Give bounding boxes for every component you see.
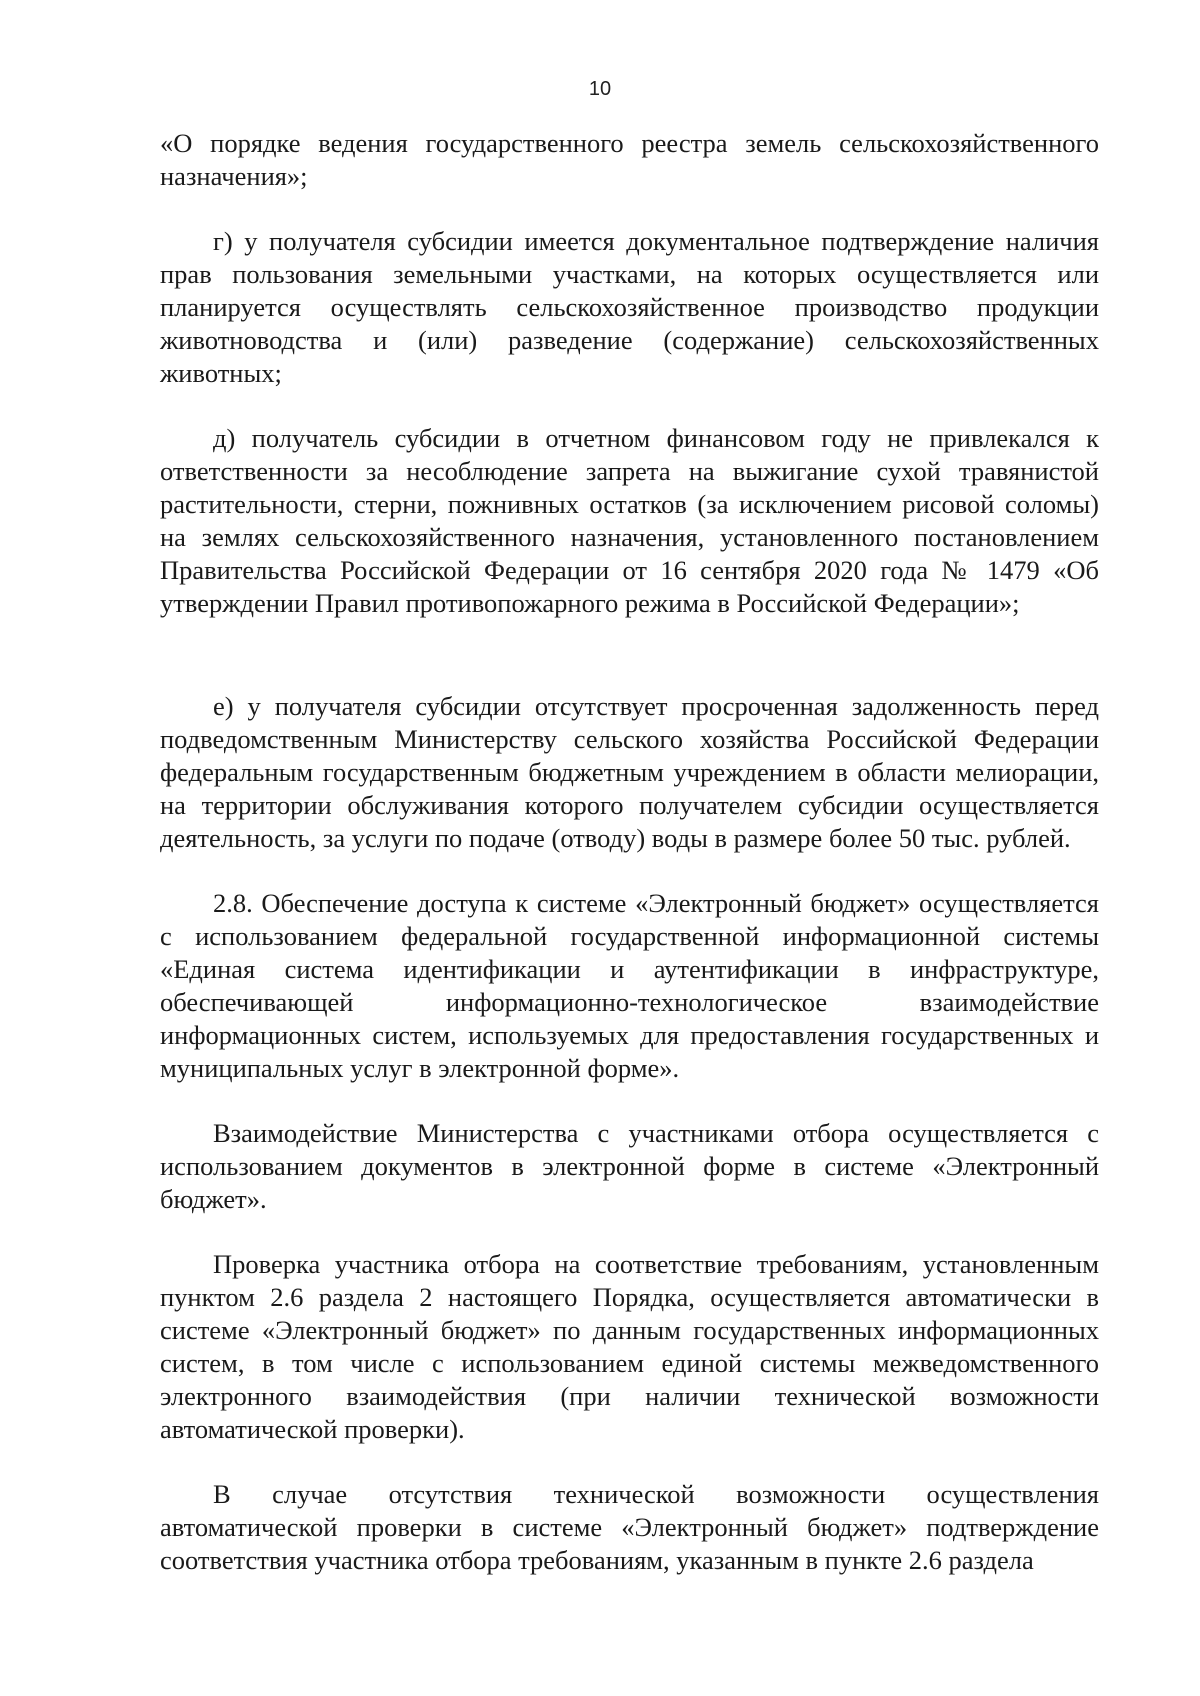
- paragraph-item-d: д) получатель субсидии в отчетном финансовом году не привлекался к ответственности за несоблюдение запрета на выжигание сухой травянистой растительности, стерни, пожнивных остатков (за исключением рисовой соломы) на землях сельскохозяйственного назначения, установленного постановлением Правительства Российской Федерации от 16 сентября 2020 года № 1479 «Об утверждении Правил противопожарного режима в Российской Федерации»;: [160, 423, 1099, 618]
- document-body: [160, 127, 1099, 1577]
- paragraph-no-technical-possibility: В случае отсутствия технической возможности осуществления автоматической проверки в системе «Электронный бюджет» подтверждение соответствия участника отбора требованиям, указанным в пункте 2.6 раздела: [160, 1479, 1099, 1575]
- paragraph-2-8: 2.8. Обеспечение доступа к системе «Электронный бюджет» осуществляется с использованием федеральной государственной информационной системы «Единая система идентификации и аутентификации в инфраструктуре, обеспечивающей информационно-технологическое взаимодействие информационных систем, используемых для предоставления государственных и муниципальных услуг в электронной форме».: [160, 888, 1099, 1083]
- paragraph-item-e: е) у получателя субсидии отсутствует просроченная задолженность перед подведомственным Министерству сельского хозяйства Российской Федерации федеральным государственным бюджетным учреждением в области мелиорации, на территории обслуживания которого получателем субсидии осуществляется деятельность, за услуги по подаче (отводу) воды в размере более 50 тыс. рублей.: [160, 691, 1099, 853]
- paragraph-interaction: Взаимодействие Министерства с участниками отбора осуществляется с использованием документов в электронной форме в системе «Электронный бюджет».: [160, 1118, 1099, 1214]
- paragraph-verification: Проверка участника отбора на соответствие требованиям, установленным пунктом 2.6 раздела 2 настоящего Порядка, осуществляется автоматически в системе «Электронный бюджет» по данным государственных информационных систем, в том числе с использованием единой системы межведомственного электронного взаимодействия (при наличии технической возможности автоматической проверки).: [160, 1249, 1099, 1444]
- paragraph-item-g: г) у получателя субсидии имеется документальное подтверждение наличия прав пользования земельными участками, на которых осуществляется или планируется осуществлять сельскохозяйственное производство продукции животноводства и (или) разведение (содержание) сельскохозяйственных животных;: [160, 226, 1099, 388]
- paragraph-registry-continuation: «О порядке ведения государственного реестра земель сельскохозяйственного назначения»;: [160, 128, 1099, 191]
- page-number: 10: [588, 78, 612, 100]
